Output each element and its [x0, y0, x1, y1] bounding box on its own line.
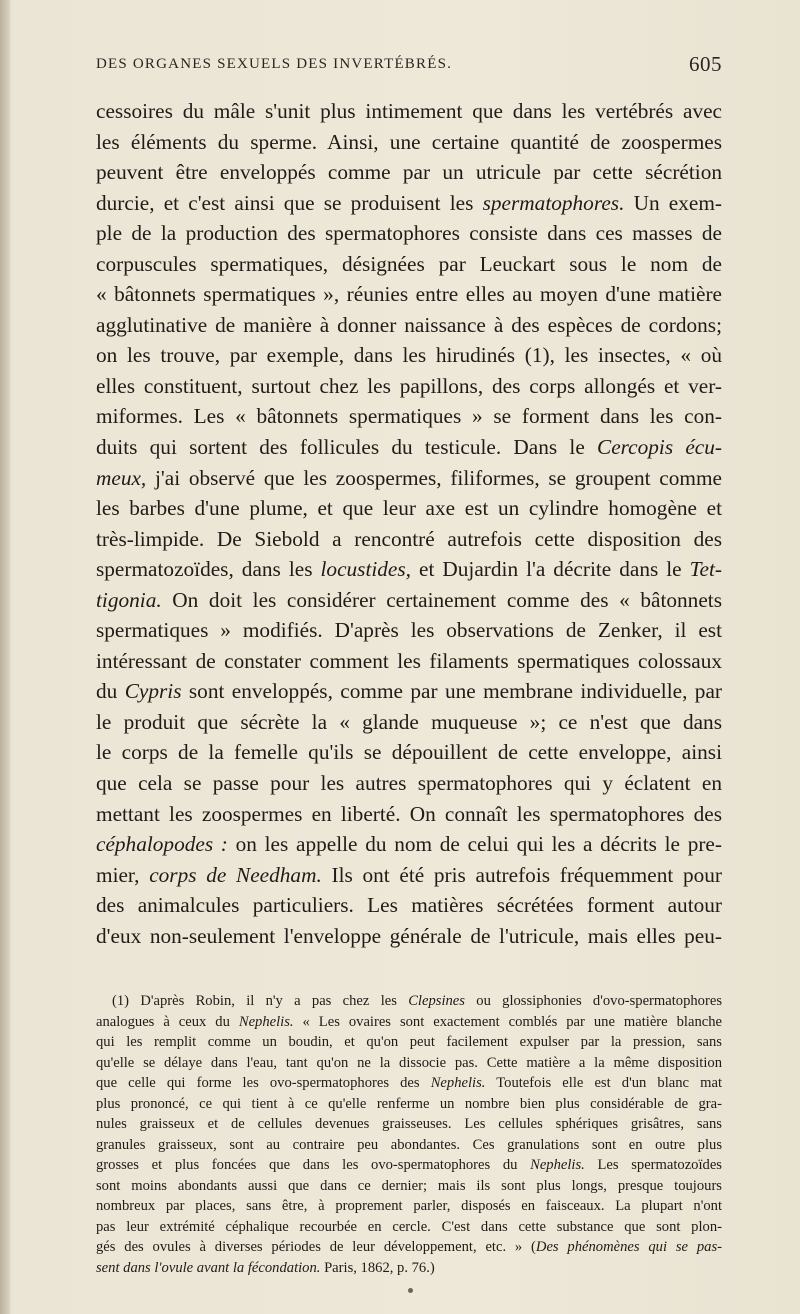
- text-line: agglutinative de manière à donner naissance à des espèces de cordons;: [96, 312, 722, 337]
- footnote-line: sont moins abondants aussi que dans ce dernier; mais ils sont plus longs, presque toujours: [96, 1177, 722, 1194]
- text-line: les barbes d'une plume, et que leur axe est un cylindre homogène et: [96, 496, 722, 521]
- text-line: le corps de la femelle qu'ils se dépouillent de cette enveloppe, ainsi: [96, 740, 722, 765]
- text-line: elles constituent, surtout chez les papillons, des corps allongés et ver-: [96, 373, 722, 398]
- main-text: [96, 96, 722, 951]
- footnote-line: qui les remplit comme un boudin, et qu'on peut facilement expulser par la pression, sans: [96, 1034, 722, 1050]
- text-line: des animalcules particuliers. Les matières sécrétées forment autour: [96, 893, 722, 918]
- text-line: on les trouve, par exemple, dans les hirudinés (1), les insectes, « où: [96, 343, 722, 368]
- text-line: céphalopodes : on les appelle du nom de celui qui les a décrits le pre-: [96, 832, 722, 857]
- text-line: d'eux non-seulement l'enveloppe générale de l'utricule, mais elles peu-: [96, 923, 722, 948]
- text-line: très-limpide. De Siebold a rencontré autrefois cette disposition des: [96, 526, 722, 551]
- text-line: que cela se passe pour les autres spermatophores qui y éclatent en: [96, 771, 722, 796]
- footnote-line: gés des ovules à diverses périodes de leur développement, etc. » (Des phénomènes qui se pas-: [96, 1239, 722, 1255]
- footnote: [96, 991, 722, 1278]
- footnote-line: que celle qui forme les ovo-spermatophores des Nephelis. Toutefois elle est d'un blanc mat: [96, 1075, 722, 1091]
- text-line: spermatozoïdes, dans les locustides, et Dujardin l'a décrite dans le Tet-: [96, 557, 722, 582]
- footnote-line: analogues à ceux du Nephelis. « Les ovaires sont exactement comblés par une matière blanche: [96, 1013, 722, 1030]
- footnote-line: sent dans l'ovule avant la fécondation. Paris, 1862, p. 76.): [96, 1259, 435, 1276]
- text-line: meux, j'ai observé que les zoospermes, filiformes, se groupent comme: [96, 465, 722, 490]
- text-line: « bâtonnets spermatiques », réunies entre elles au moyen d'une matière: [96, 282, 722, 307]
- footnote-line: granules graisseux, sont au contraire peu abondantes. Ces granulations sont en outre plus: [96, 1136, 722, 1153]
- running-title: DES ORGANES SEXUELS DES INVERTÉBRÉS.: [96, 56, 453, 72]
- footnote-line: nules graisseux et de cellules devenues graisseuses. Les cellules sphériques grisâtres, sans: [96, 1116, 722, 1132]
- text-line: le produit que sécrète la « glande muqueuse »; ce n'est que dans: [96, 709, 722, 734]
- footnote-line: plus prononcé, ce qui tient à ce qu'elle renferme un nombre bien plus considérable de gra-: [96, 1095, 722, 1112]
- text-line: miformes. Les « bâtonnets spermatiques » se forment dans les con-: [96, 404, 722, 429]
- text-line: cessoires du mâle s'unit plus intimement que dans les vertébrés avec: [96, 99, 722, 123]
- text-line: spermatiques » modifiés. D'après les observations de Zenker, il est: [96, 618, 722, 643]
- footnote-line: nombreux par places, sans être, à proprement parler, disposés en faisceaux. La plupart n'ont: [96, 1198, 722, 1214]
- text-line: tigonia. On doit les considérer certainement comme des « bâtonnets: [96, 587, 722, 612]
- text-line: corpuscules spermatiques, désignées par Leuckart sous le nom de: [96, 251, 722, 276]
- text-line: du Cypris sont enveloppés, comme par une membrane individuelle, par: [96, 679, 722, 704]
- page-binding-edge: [0, 0, 10, 1314]
- running-header: [96, 52, 722, 80]
- text-line: durcie, et c'est ainsi que se produisent les spermatophores. Un exem-: [96, 190, 722, 215]
- text-line: les éléments du sperme. Ainsi, une certaine quantité de zoospermes: [96, 129, 722, 154]
- text-line: ple de la production des spermatophores consiste dans ces masses de: [96, 221, 722, 246]
- text-line: mettant les zoospermes en liberté. On connaît les spermatophores des: [96, 801, 722, 826]
- text-line: mier, corps de Needham. Ils ont été pris autrefois fréquemment pour: [96, 862, 722, 887]
- ink-speck: [408, 1288, 413, 1293]
- footnote-line: (1) D'après Robin, il n'y a pas chez les Clepsines ou glossiphonies d'ovo-spermatophores: [112, 993, 722, 1009]
- page-number: 605: [689, 52, 722, 76]
- text-line: peuvent être enveloppés comme par un utricule par cette sécrétion: [96, 160, 722, 185]
- text-line: duits qui sortent des follicules du testicule. Dans le Cercopis écu-: [96, 435, 722, 460]
- text-line: intéressant de constater comment les filaments spermatiques colossaux: [96, 648, 722, 673]
- footnote-line: pas leur extrémité céphalique recourbée en cercle. C'est dans cette substance que sont plon-: [96, 1218, 722, 1235]
- footnote-line: qu'elle se délaye dans l'eau, tant qu'on ne la dissocie pas. Cette matière a la même disposition: [96, 1054, 722, 1071]
- footnote-line: grosses et plus foncées que dans les ovo-spermatophores du Nephelis. Les spermatozoïdes: [96, 1157, 722, 1173]
